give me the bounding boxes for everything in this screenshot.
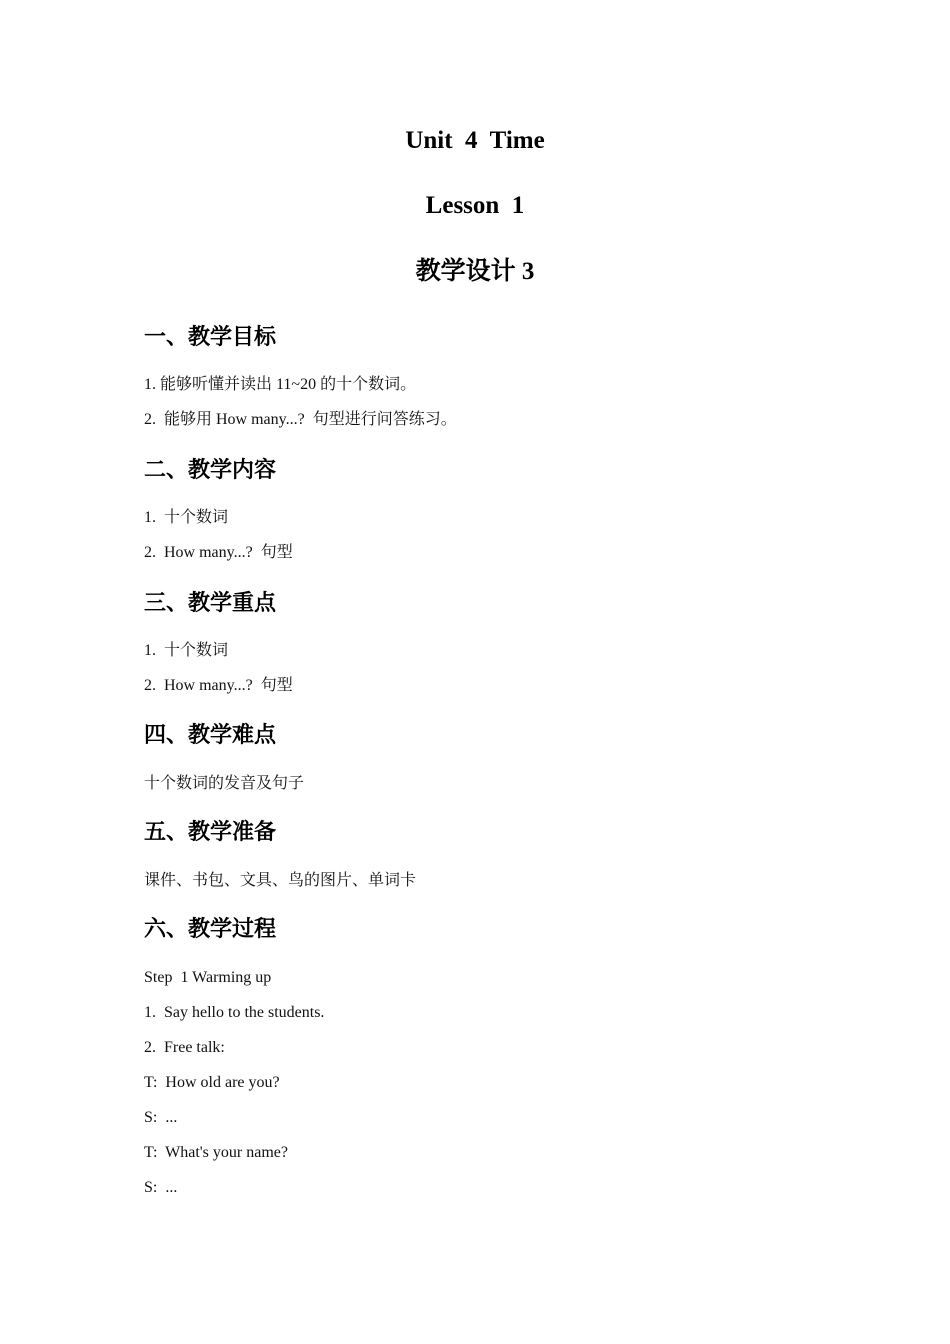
section-heading-key-points: 三、教学重点 [144,590,277,615]
preparation-item: 课件、书包、文具、鸟的图片、单词卡 [144,872,417,889]
process-line: Step 1 Warming up [144,969,272,986]
content-item: 2. How many...? 句型 [144,544,293,561]
unit-title: Unit 4 Time [405,127,545,154]
process-line: T: How old are you? [144,1074,280,1091]
design-title: 教学设计 3 [415,258,535,285]
section-heading-content: 二、教学内容 [144,457,277,482]
section-heading-objectives: 一、教学目标 [144,324,277,349]
process-line: T: What's your name? [144,1144,288,1161]
objective-item: 1. 能够听懂并读出 11~20 的十个数词。 [144,376,417,393]
section-heading-difficulties: 四、教学难点 [144,722,277,747]
section-heading-preparation: 五、教学准备 [144,819,277,844]
process-line: 2. Free talk: [144,1039,225,1056]
lesson-title: Lesson 1 [425,192,525,219]
process-line: S: ... [144,1179,178,1196]
difficulty-item: 十个数词的发音及句子 [144,775,305,792]
process-line: S: ... [144,1109,178,1126]
key-point-item: 1. 十个数词 [144,642,229,659]
section-heading-process: 六、教学过程 [144,916,277,941]
process-line: 1. Say hello to the students. [144,1004,325,1021]
objective-item: 2. 能够用 How many...? 句型进行问答练习。 [144,411,457,428]
content-item: 1. 十个数词 [144,509,229,526]
key-point-item: 2. How many...? 句型 [144,677,293,694]
